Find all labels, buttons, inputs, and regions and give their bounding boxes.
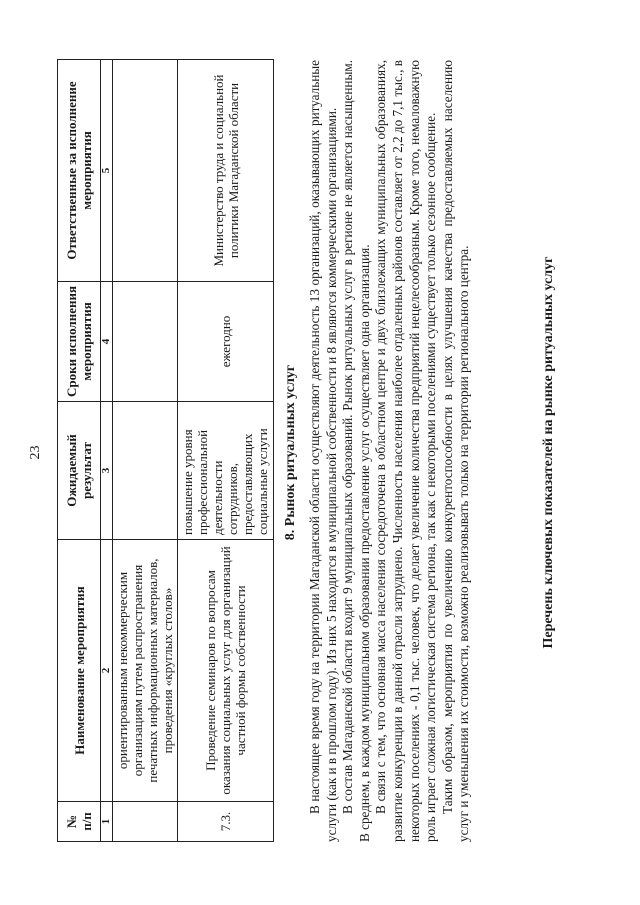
header-name: Наименование мероприятия — [58, 540, 101, 802]
row-responsible: Министерство труда и социальной политики Магаданской области — [178, 60, 274, 282]
row-term: ежегодно — [178, 282, 274, 402]
key-indicators-heading: Перечень ключевых показателей на рынке ритуальных услуг — [541, 256, 556, 649]
row-responsible — [113, 60, 178, 282]
column-number-row — [101, 60, 113, 842]
row-result: повышение уровня профессиональной деятельности сотрудников, предоставляющих социальные услуги — [178, 402, 274, 540]
column-number: 5 — [101, 60, 113, 282]
row-name: ориентированным некоммерческим организациям путем распространения печатных информационных материалов, проведения «круглых столов» — [113, 540, 178, 802]
paragraph: В состав Магаданской области входит 9 муниципальных образований. Рынок ритуальных услуг в регионе не является насыщенным. В среднем, в каждом муниципальном образовании предоставление услуг осуществляет одна организация. — [340, 60, 372, 842]
column-number: 4 — [101, 282, 113, 402]
paragraph: В настоящее время году на территории Магаданской области осуществляют деятельность 13 организаций, оказывающих ритуальные услуги (как и в прошлом году). Из них 5 находится в муниципальной собственности и 8 являются коммерческими организациями. — [307, 60, 339, 842]
row-number: 7.3. — [178, 802, 274, 842]
header-responsible: Ответственные за исполнение мероприятия — [58, 60, 101, 282]
column-number: 3 — [101, 402, 113, 540]
row-term — [113, 282, 178, 402]
paragraph: Таким образом, мероприятия по увеличению конкурентоспособности в целях улучшения качества предоставляемых населению услуг и уменьшения их стоимости, возможно реализовывать только на территории регионального центра. — [439, 60, 472, 842]
row-name: Проведение семинаров по вопросам оказания социальных услуг для организаций частной формы собственности — [178, 540, 274, 802]
table-row — [178, 60, 274, 842]
header-number: № п/п — [58, 802, 101, 842]
measures-table — [57, 59, 274, 842]
column-number: 1 — [101, 802, 113, 842]
table-row — [113, 60, 178, 842]
table-header-row — [58, 60, 101, 842]
column-number: 2 — [101, 540, 113, 802]
section-title: 8. Рынок ритуальных услуг — [283, 364, 298, 541]
body-text — [307, 60, 473, 842]
header-term: Сроки исполнения мероприятия — [58, 282, 101, 402]
paragraph: В связи с тем, что основная масса населения сосредоточена в областном центре и двух близлежащих муниципальных образованиях, развитие конкуренции в данной отрасли затруднено. Численность населения наиболее отдаленных районов составляет от 2,2 до 7,1 тыс., в некоторых поселениях - 0,1 тыс. человек, что делает увеличение количества предприятий нецелесообразным. Кроме того, немаловажную роль играет сложная логистическая система региона, так как с некоторыми поселениями существует только сезонное сообщение. — [373, 60, 439, 842]
row-result — [113, 402, 178, 540]
header-result: Ожидаемый результат — [58, 402, 101, 540]
row-number — [113, 802, 178, 842]
page-number: 23 — [28, 445, 43, 460]
